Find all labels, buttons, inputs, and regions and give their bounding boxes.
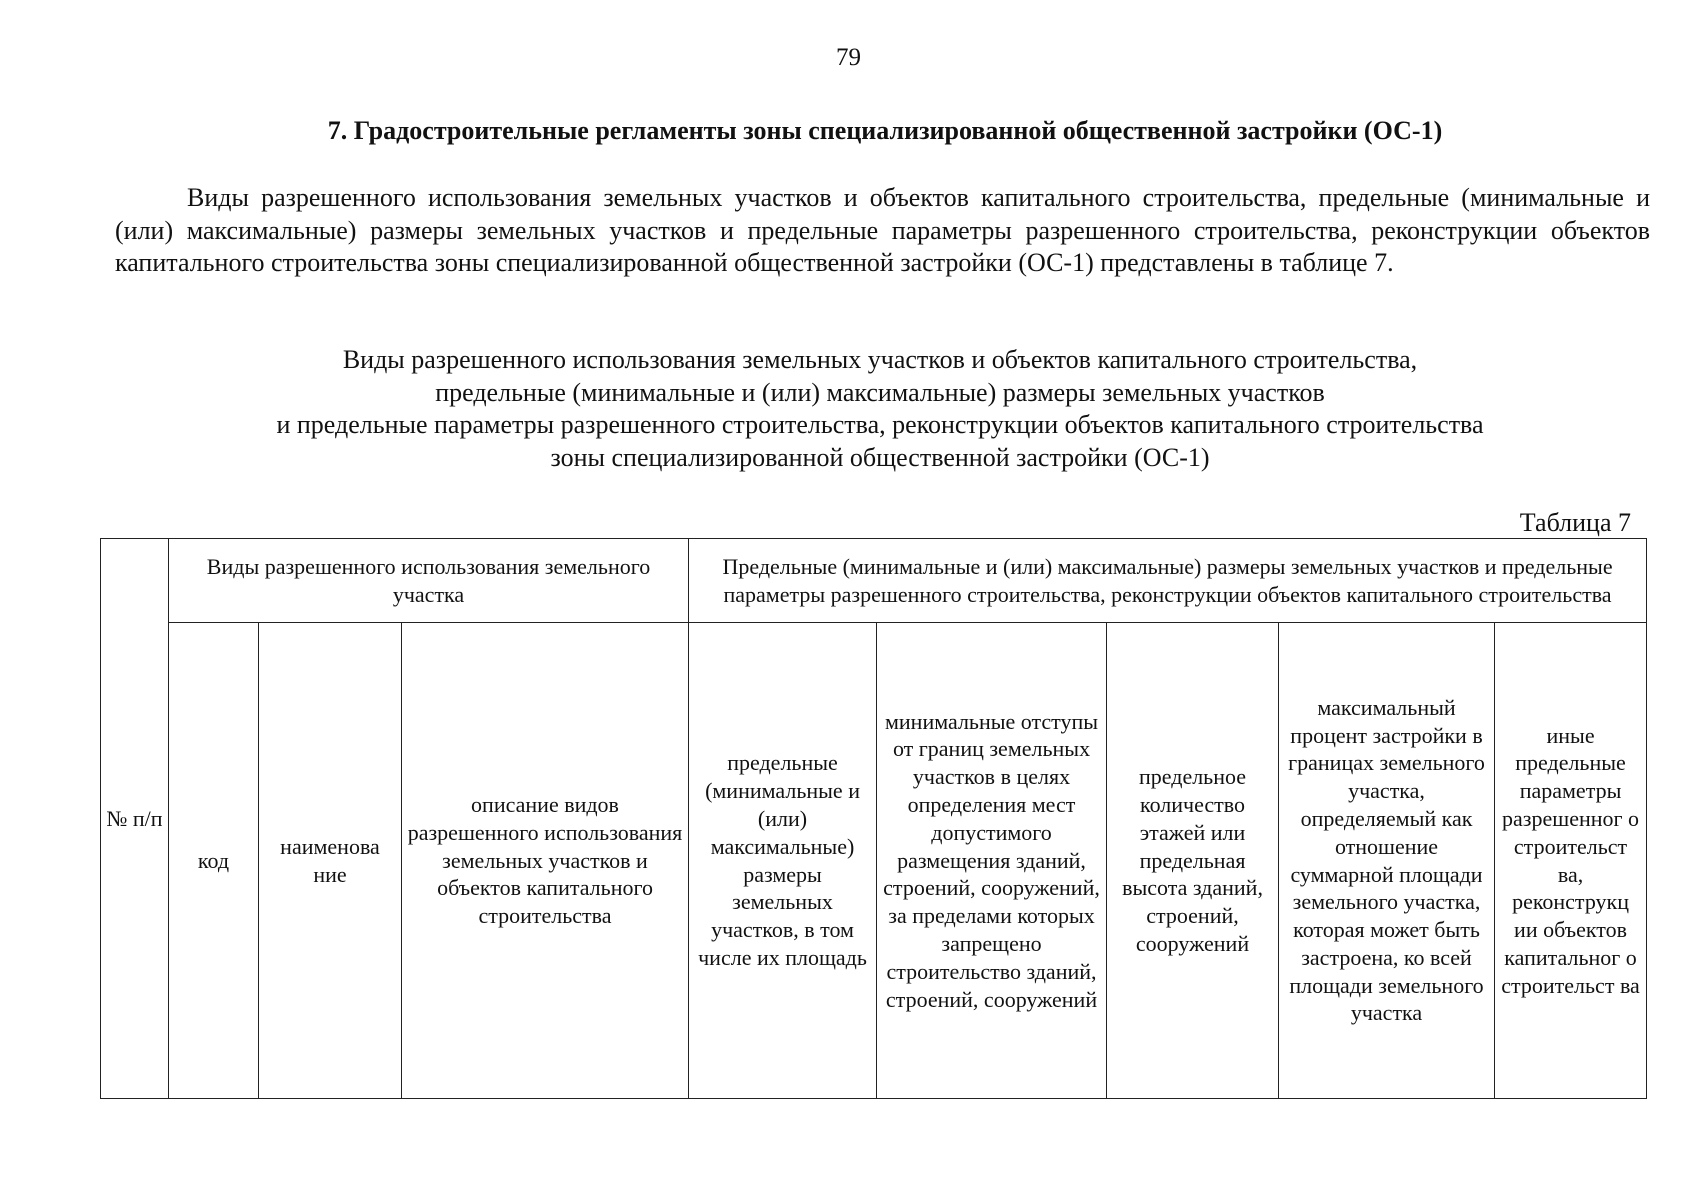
caption-line: и предельные параметры разрешенного строительства, реконструкции объектов капитального строительства [276, 410, 1484, 439]
col-group-use-types: Виды разрешенного использования земельного участка [169, 539, 689, 623]
table-subheader-row [101, 623, 1647, 1099]
regulations-table [100, 538, 1647, 1099]
col-header-other-params: иные предельные параметры разрешенног о строительст ва, реконструкц ии объектов капитальног о строительст ва [1495, 623, 1647, 1099]
col-header-description: описание видов разрешенного использования земельных участков и объектов капитального строительства [402, 623, 689, 1099]
col-group-limits: Предельные (минимальные и (или) максимальные) размеры земельных участков и предельные параметры разрешенного строительства, реконструкции объектов капитального строительства [689, 539, 1647, 623]
col-header-name: наименова ние [259, 623, 402, 1099]
col-header-plot-size: предельные (минимальные и (или) максимальные) размеры земельных участков, в том числе их площадь [689, 623, 877, 1099]
table-caption [120, 344, 1640, 474]
caption-line: Виды разрешенного использования земельных участков и объектов капитального строительства, [342, 345, 1418, 374]
caption-line: предельные (минимальные и (или) максимальные) размеры земельных участков [435, 377, 1325, 407]
col-header-setbacks: минимальные отступы от границ земельных участков в целях определения мест допустимого размещения зданий, строений, сооружений, за пределами которых запрещено строительство зданий, строений, сооружений [877, 623, 1107, 1099]
section-title: 7. Градостроительные регламенты зоны специализированной общественной застройки (ОС-1) [327, 116, 1443, 145]
col-header-number: № п/п [101, 539, 169, 1099]
table-header-row [101, 539, 1647, 623]
table-label: Таблица 7 [1519, 508, 1631, 537]
col-header-coverage: максимальный процент застройки в границах земельного участка, определяемый как отношение суммарной площади земельного участка, которая может быть застроена, ко всей площади земельного участка [1279, 623, 1495, 1099]
col-header-floors: предельное количество этажей или предельная высота зданий, строений, сооружений [1107, 623, 1279, 1099]
caption-line: зоны специализированной общественной застройки (ОС-1) [550, 442, 1210, 472]
intro-paragraph: Виды разрешенного использования земельных участков и объектов капитального строительства, предельные (минимальные и (или) максимальные) размеры земельных участков и предельные параметры разрешенного строительства, реконструкции объектов капитального строительства зоны специализированной общественной застройки (ОС-1) представлены в таблице 7. [115, 183, 1650, 277]
col-header-code: код [169, 623, 259, 1099]
page-number: 79 [836, 44, 861, 71]
